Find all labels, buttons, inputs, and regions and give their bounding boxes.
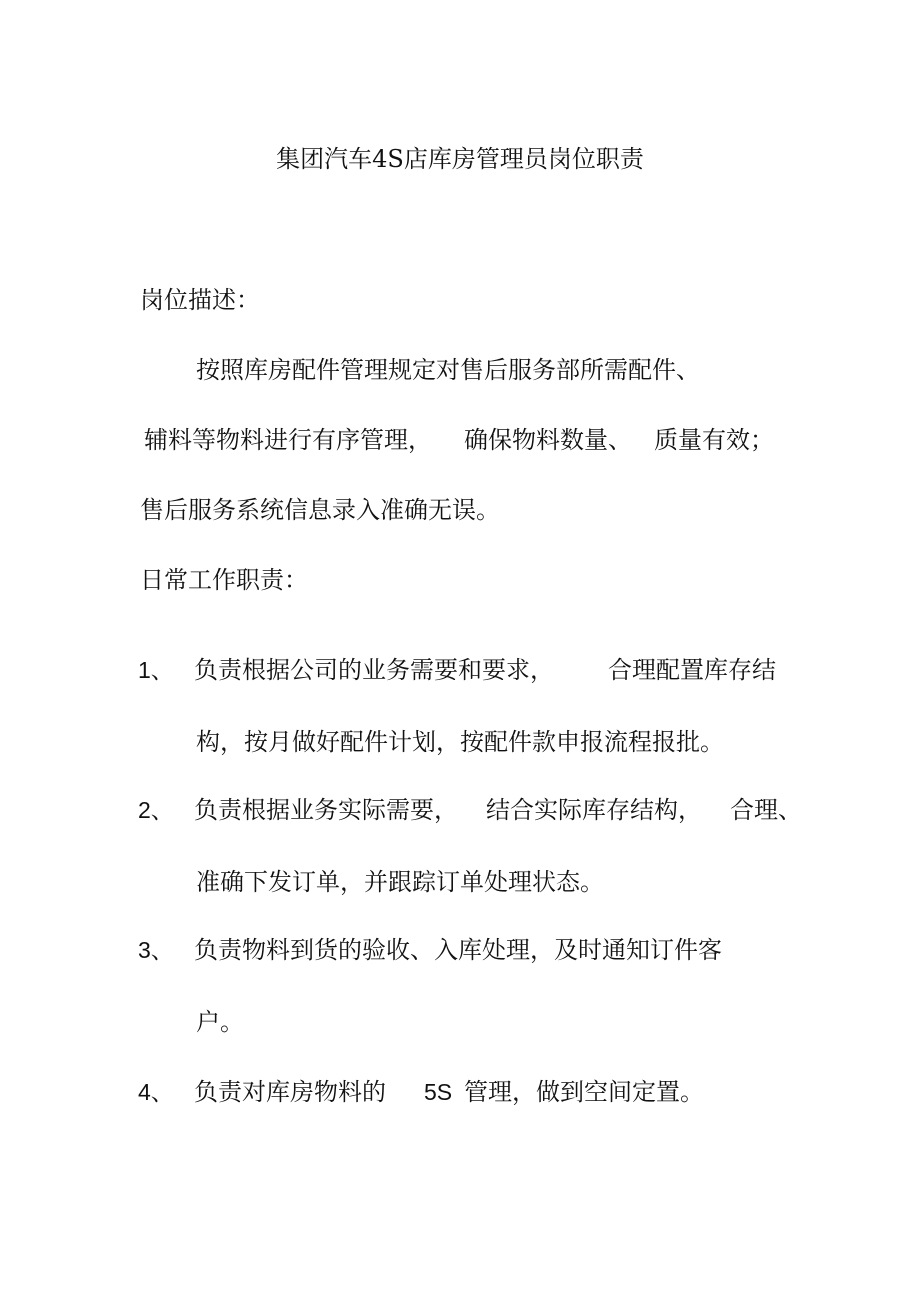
duty-2-line-2: 准确下发订单，并跟踪订单处理状态。 <box>196 868 604 896</box>
duty-number-4: 4、 <box>138 1079 174 1105</box>
description-line-2c: 质量有效； <box>654 426 774 454</box>
duty-2-line-1b: 结合实际库存结构， <box>486 796 702 824</box>
duty-1-line-1a: 负责根据公司的业务需要和要求， <box>194 656 554 684</box>
duty-number-1: 1、 <box>138 657 174 683</box>
duty-2-line-1c: 合理、 <box>730 796 802 824</box>
duties-heading: 日常工作职责： <box>140 566 308 594</box>
description-line-2b: 确保物料数量、 <box>464 426 632 454</box>
duty-4-line-1b: 管理，做到空间定置。 <box>464 1078 704 1106</box>
duty-4-line-1a: 负责对库房物料的 <box>194 1078 386 1106</box>
duty-3-line-1: 负责物料到货的验收、入库处理，及时通知订件客 <box>194 936 722 964</box>
duty-number-3: 3、 <box>138 937 174 963</box>
description-line-3: 售后服务系统信息录入准确无误。 <box>140 496 500 524</box>
duty-1-line-2: 构，按月做好配件计划，按配件款申报流程报批。 <box>196 728 724 756</box>
page-title: 集团汽车4S店库房管理员岗位职责 <box>276 145 644 173</box>
duty-3-line-2: 户。 <box>196 1008 244 1036</box>
duty-number-2: 2、 <box>138 797 174 823</box>
duty-1-line-1b: 合理配置库存结 <box>608 656 776 684</box>
duty-4-5s-label: 5S <box>424 1079 453 1105</box>
description-line-1: 按照库房配件管理规定对售后服务部所需配件、 <box>196 356 700 384</box>
description-line-2a: 辅料等物料进行有序管理， <box>144 426 432 454</box>
description-heading: 岗位描述： <box>140 286 260 314</box>
duty-2-line-1a: 负责根据业务实际需要， <box>194 796 458 824</box>
